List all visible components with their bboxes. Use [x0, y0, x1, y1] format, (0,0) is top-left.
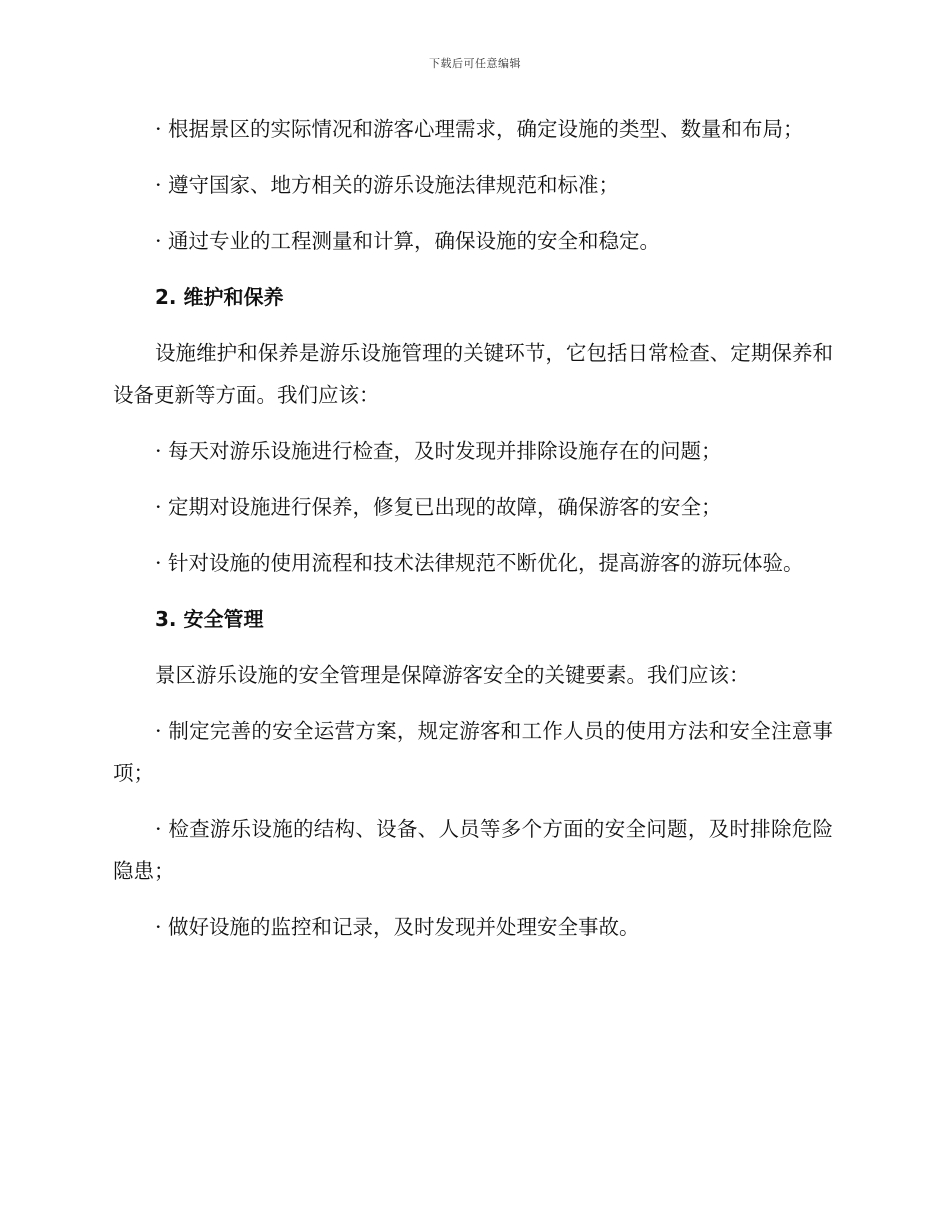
bullet-periodic-maintenance: · 定期对设施进行保养，修复已出现的故障，确保游客的安全；	[155, 495, 722, 519]
bullet-monitoring: · 做好设施的监控和记录，及时发现并处理安全事故。	[155, 915, 640, 939]
header-note: 下载后可任意编辑	[429, 57, 521, 70]
section-heading-maintenance: 2. 维护和保养	[155, 285, 284, 309]
bullet-safety-inspection: · 检查游乐设施的结构、设备、人员等多个方面的安全问题，及时排除危险隐患；	[113, 817, 833, 883]
safety-intro: 景区游乐设施的安全管理是保障游客安全的关键要素。我们应该：	[155, 663, 750, 687]
bullet-optimization: · 针对设施的使用流程和技术法律规范不断优化，提高游客的游玩体验。	[155, 551, 804, 575]
section-heading-safety: 3. 安全管理	[155, 607, 264, 631]
bullet-layout: · 根据景区的实际情况和游客心理需求，确定设施的类型、数量和布局；	[155, 117, 804, 141]
bullet-safety-plan: · 制定完善的安全运营方案，规定游客和工作人员的使用方法和安全注意事项；	[113, 719, 833, 785]
bullet-daily-check: · 每天对游乐设施进行检查，及时发现并排除设施存在的问题；	[155, 439, 722, 463]
bullet-regulations: · 遵守国家、地方相关的游乐设施法律规范和标准；	[155, 173, 620, 197]
bullet-engineering: · 通过专业的工程测量和计算，确保设施的安全和稳定。	[155, 229, 661, 253]
maintenance-intro: 设施维护和保养是游乐设施管理的关键环节，它包括日常检查、定期保养和设备更新等方面。我们应该：	[113, 341, 833, 407]
document-body	[113, 108, 833, 948]
